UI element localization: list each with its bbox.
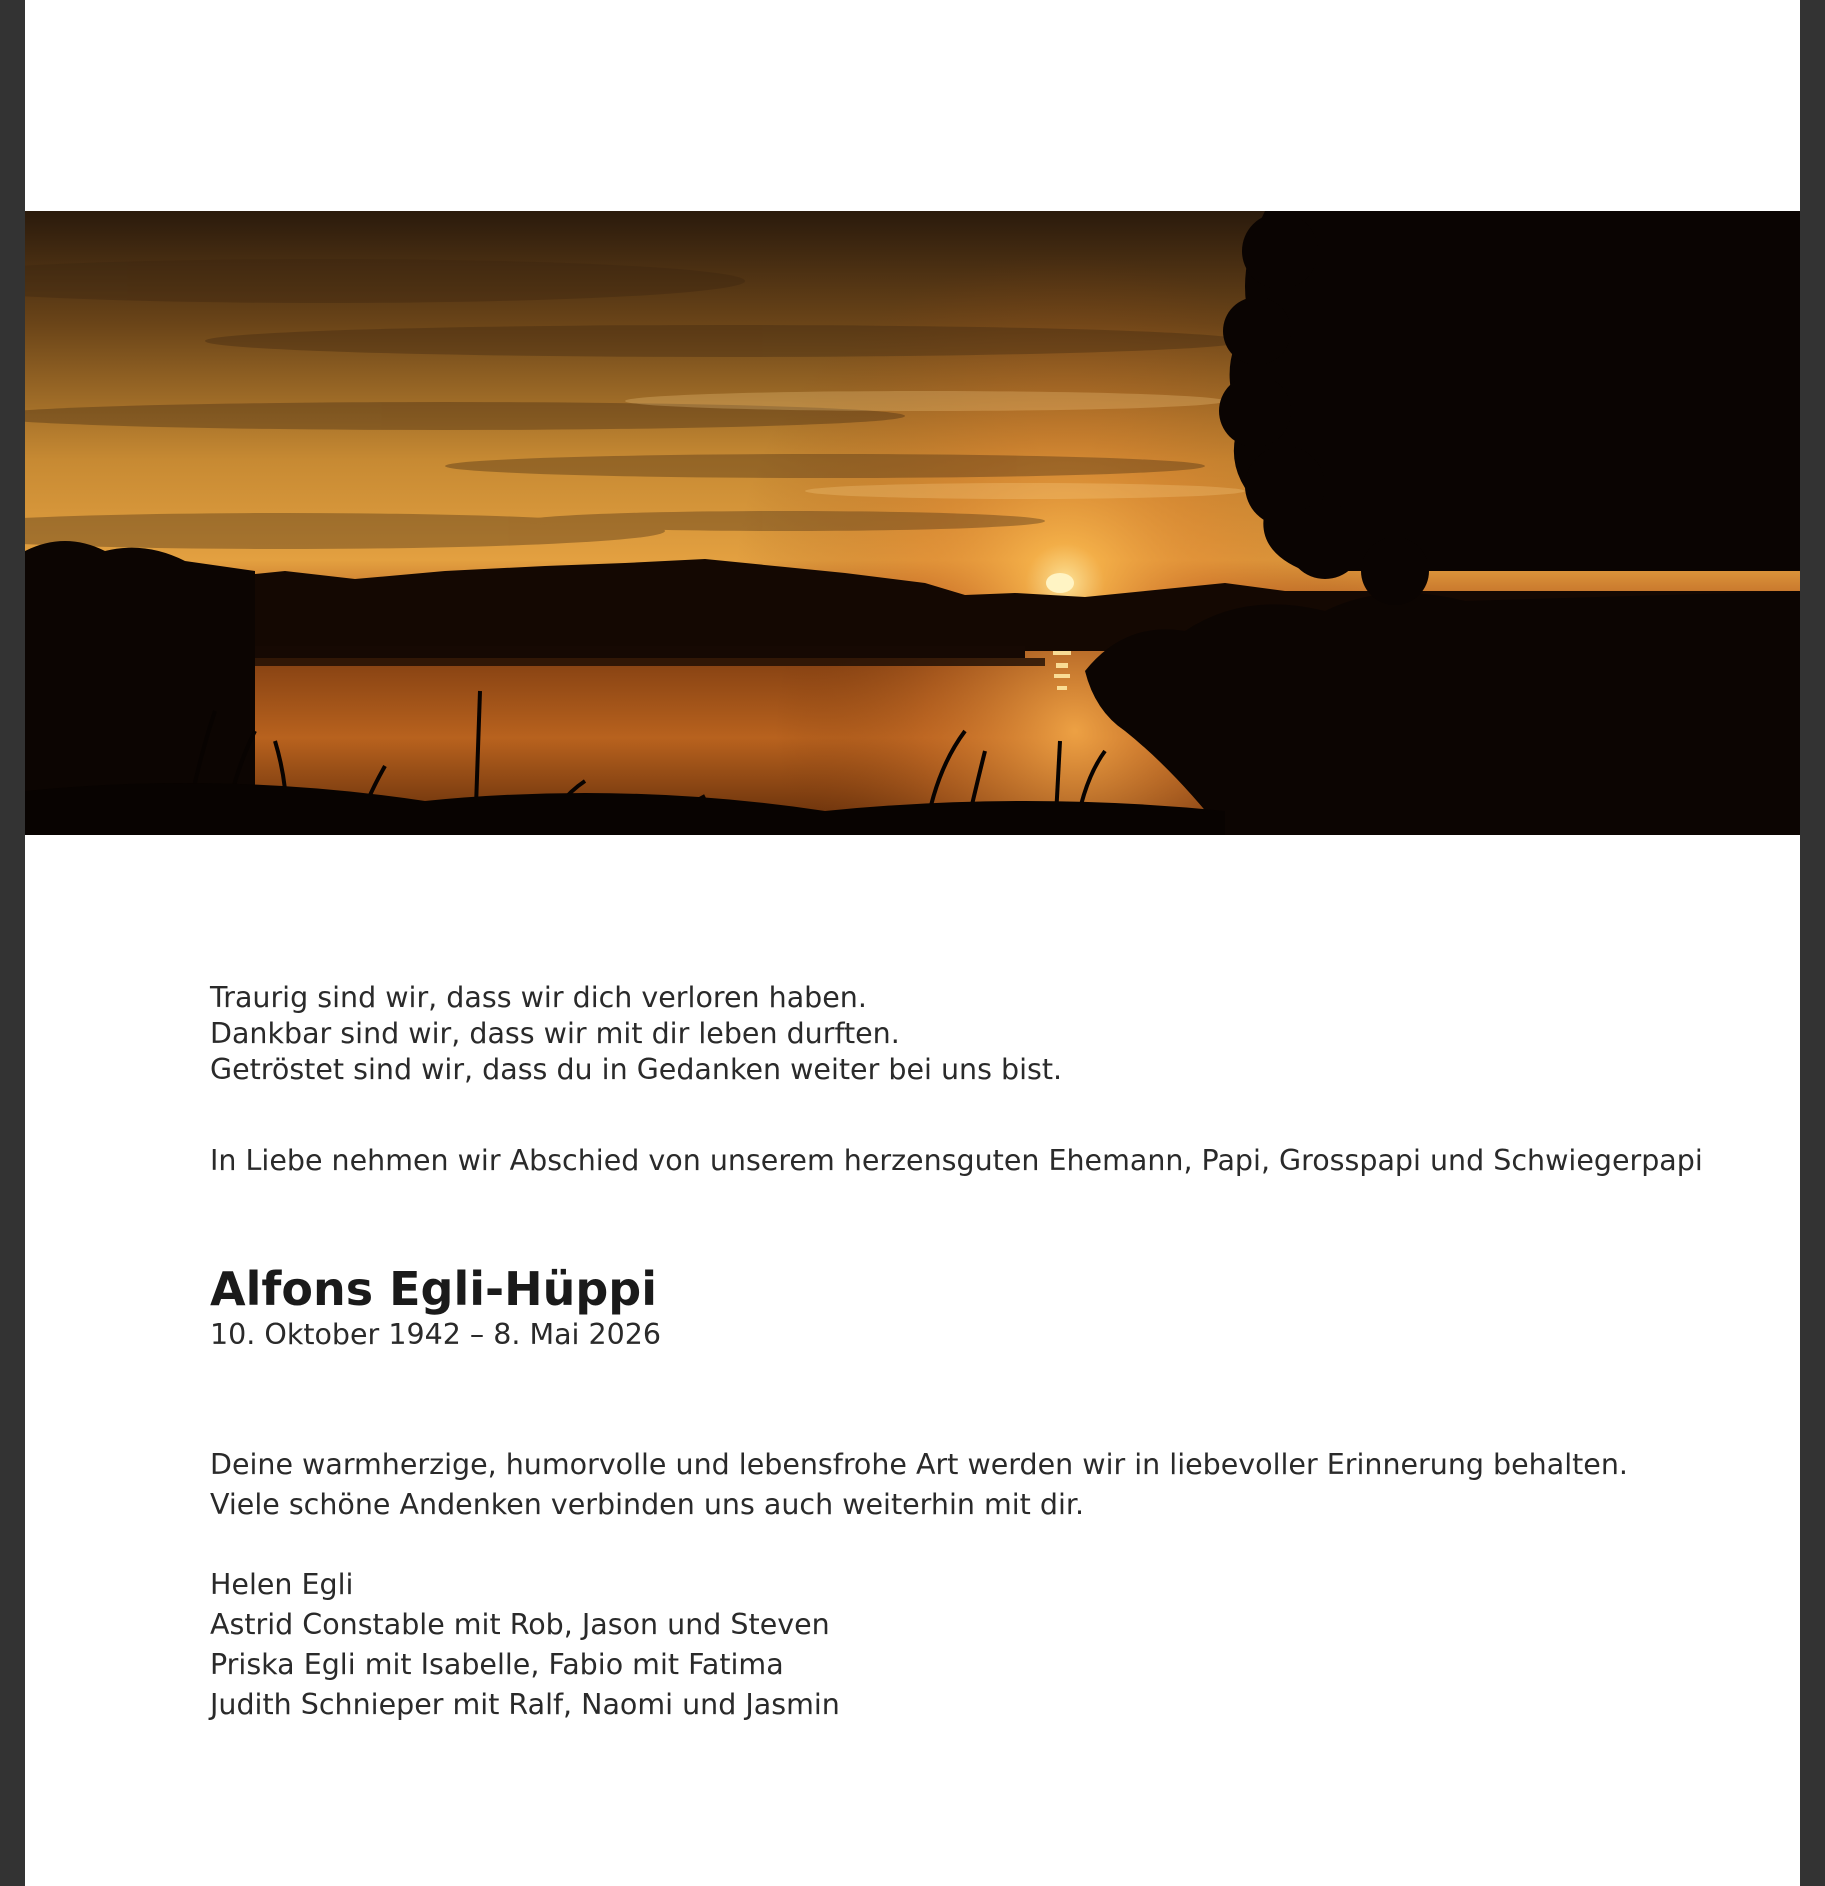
verse-line-2: Dankbar sind wir, dass wir mit dir leben durften.: [210, 1017, 900, 1050]
sun: [1046, 573, 1074, 593]
family-member: Helen Egli: [210, 1568, 354, 1601]
sunset-lake-image: [25, 211, 1800, 835]
family-member: Priska Egli mit Isabelle, Fabio mit Fatima: [210, 1648, 784, 1681]
family-member: Astrid Constable mit Rob, Jason und Steven: [210, 1608, 830, 1641]
deceased-name: Alfons Egli-Hüppi: [210, 1262, 657, 1316]
obituary-page: [25, 0, 1800, 1886]
remembrance-message: [210, 1445, 1660, 1525]
message-line-1: Deine warmherzige, humorvolle und lebensfrohe Art werden wir in liebevoller Erinnerung behalten.: [210, 1448, 1628, 1481]
family-member: Judith Schnieper mit Ralf, Naomi und Jasmin: [210, 1688, 840, 1721]
farewell-intro: In Liebe nehmen wir Abschied von unserem herzensguten Ehemann, Papi, Grosspapi und Schwiegerpapi: [210, 1144, 1703, 1177]
verse-line-3: Getröstet sind wir, dass du in Gedanken weiter bei uns bist.: [210, 1053, 1063, 1086]
life-dates: 10. Oktober 1942 – 8. Mai 2026: [210, 1318, 662, 1351]
message-line-2: Viele schöne Andenken verbinden uns auch weiterhin mit dir.: [210, 1488, 1085, 1521]
family-list: [210, 1565, 1660, 1725]
verse: [210, 980, 1660, 1088]
verse-line-1: Traurig sind wir, dass wir dich verloren haben.: [210, 981, 867, 1014]
obituary-text: [210, 980, 1703, 1725]
